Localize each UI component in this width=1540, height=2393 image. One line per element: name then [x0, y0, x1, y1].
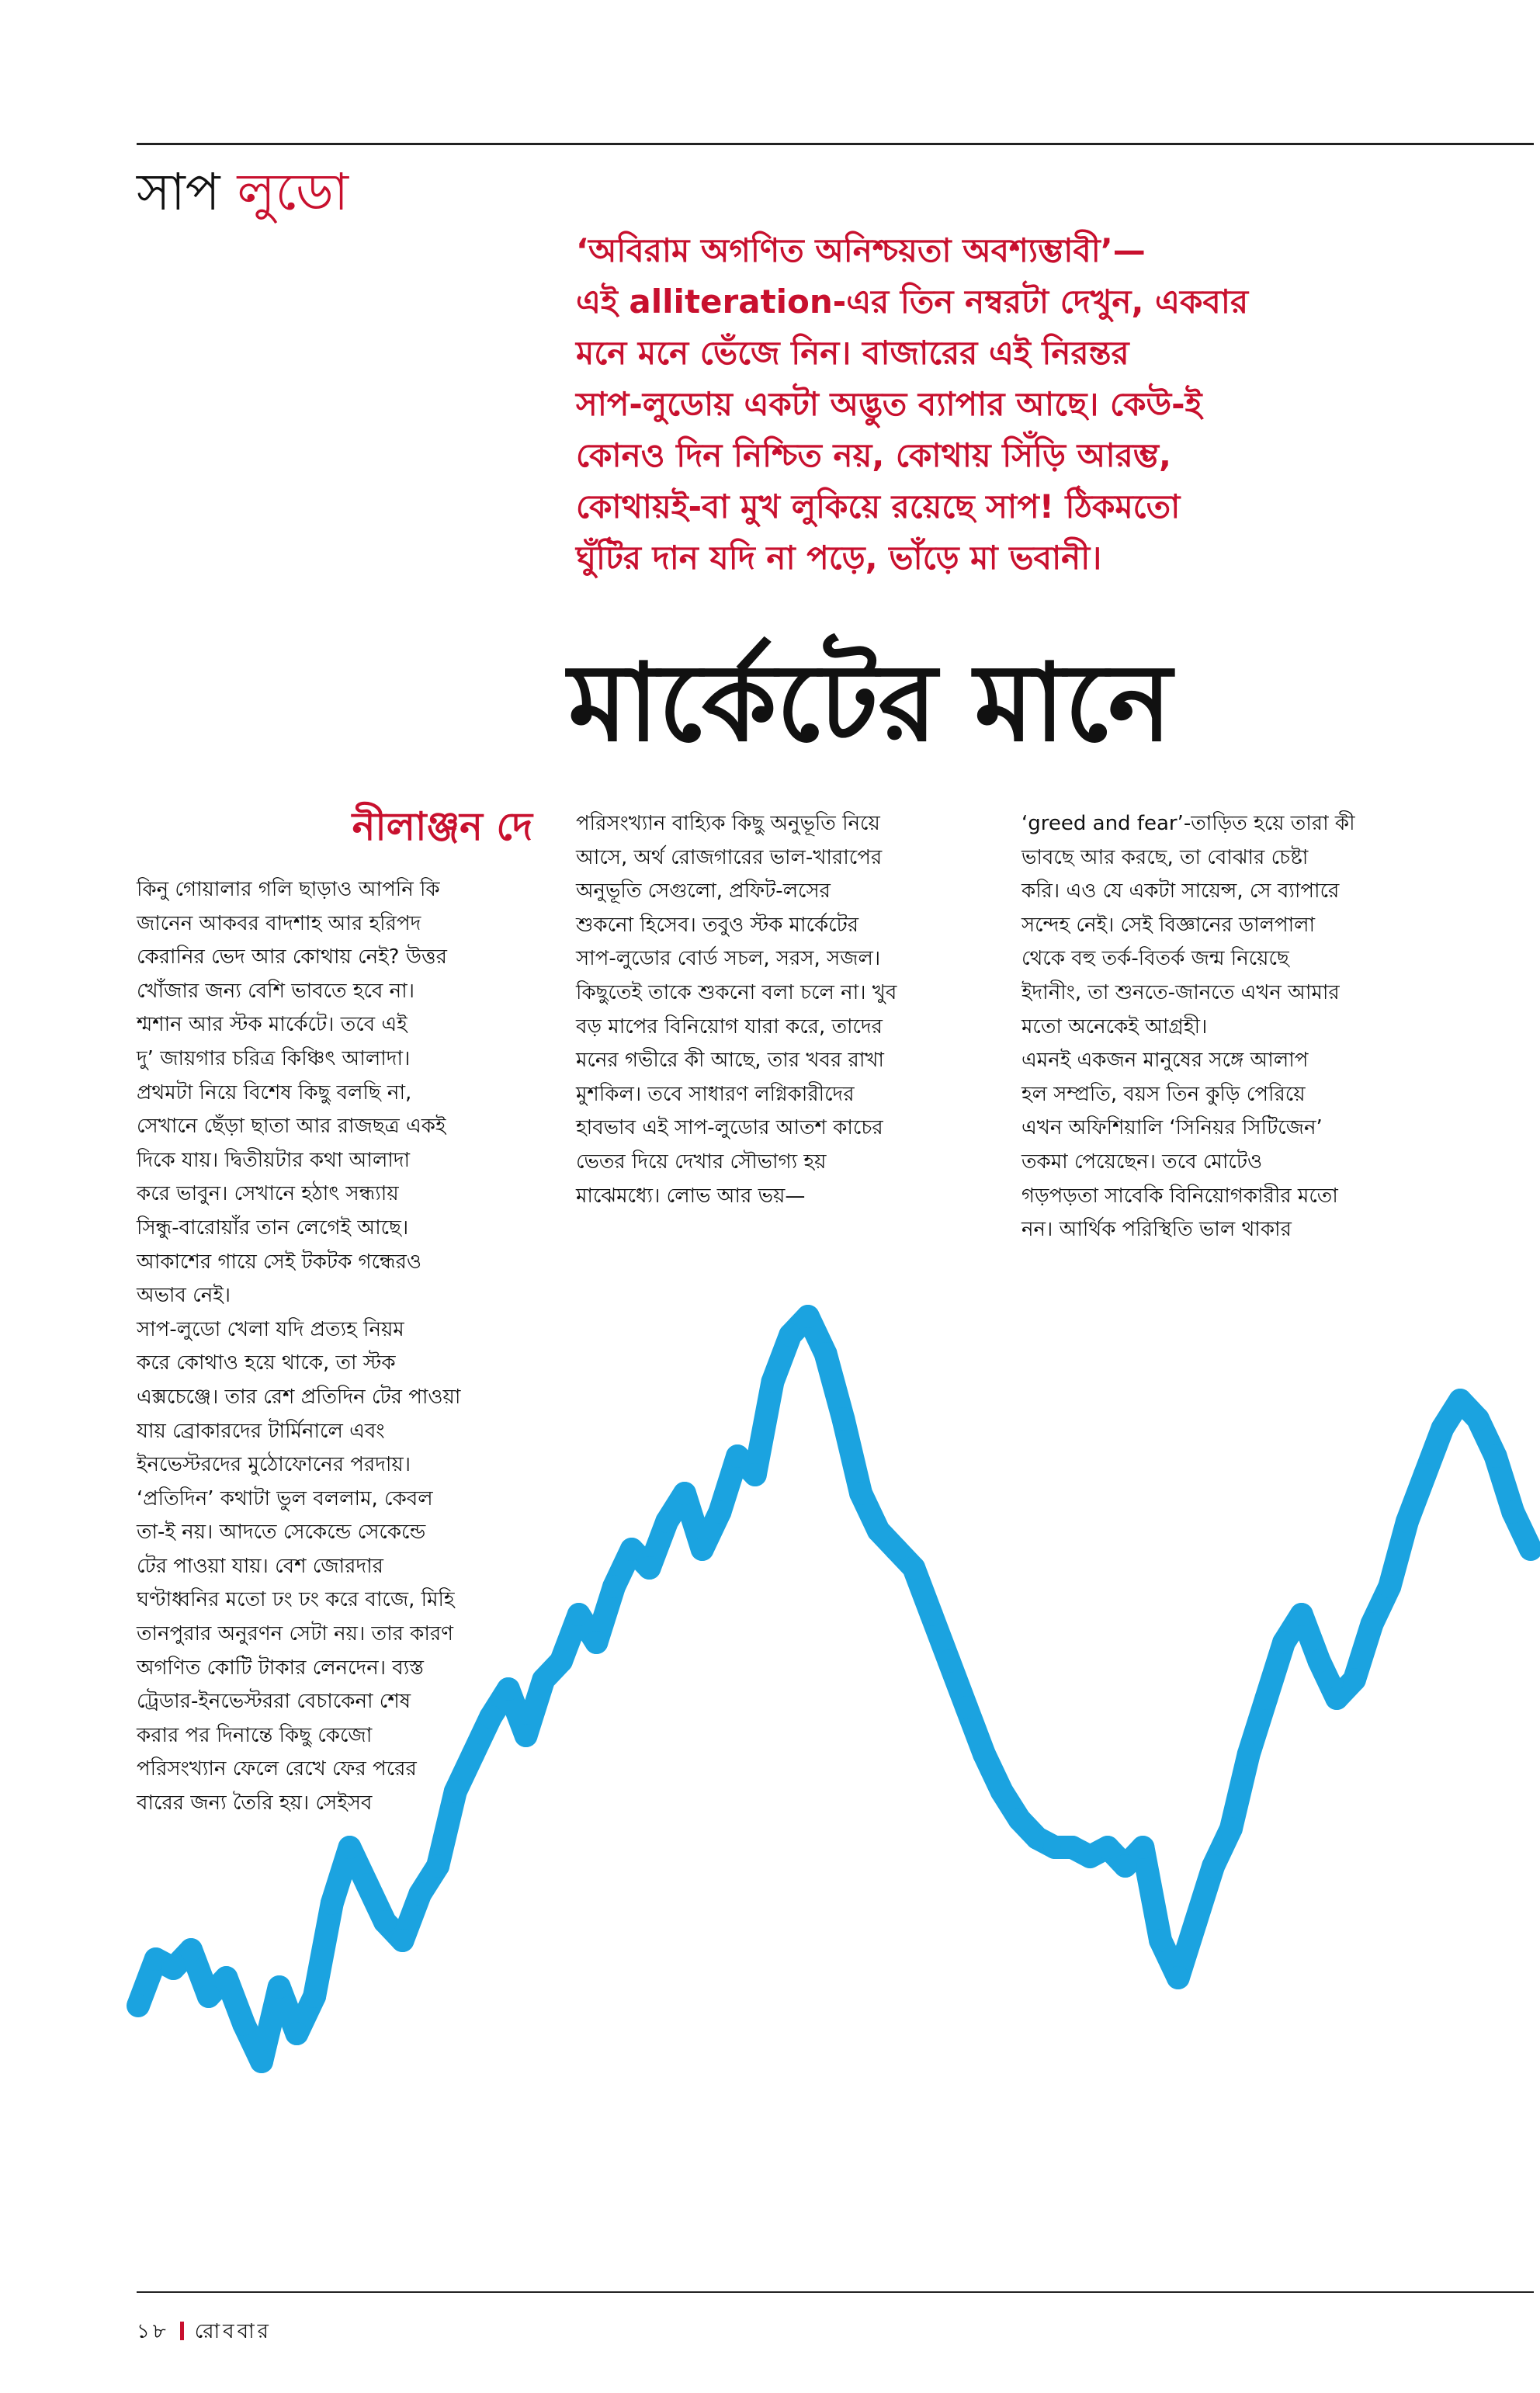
body-text-line: করার পর দিনান্তে কিছু কেজো	[137, 1723, 373, 1747]
chart-point	[779, 1323, 802, 1347]
body-text-line: কিছুতেই তাকে শুকনো বলা চলে না। খুব	[576, 980, 897, 1004]
chart-point	[955, 1696, 978, 1719]
chart-point	[1096, 1836, 1119, 1859]
body-text-line: তকমা পেয়েছেন। তবে মোটেও	[1021, 1150, 1263, 1174]
body-text-line: খোঁজার জন্য বেশি ভাবতে হবে না।	[137, 979, 415, 1003]
body-text-line: শুকনো হিসেব। তবুও স্টক মার্কেটের	[576, 913, 859, 937]
body-text-line: থেকে বহু তর্ক-বিতর্ক জন্ম নিয়েছে	[1021, 947, 1289, 971]
chart-point	[1484, 1444, 1507, 1468]
body-text-line: মতো অনেকেই আগ্রহী।	[1021, 1014, 1208, 1039]
chart-point	[814, 1342, 838, 1365]
body-text-line: অগণিত কোটি টাকার লেনদেন। ব্যস্ত	[137, 1656, 424, 1680]
standfirst	[576, 225, 1352, 584]
chart-point	[1167, 1966, 1190, 1989]
chart-point	[938, 1649, 961, 1673]
chart-point	[215, 1966, 238, 1989]
chart-point	[1202, 1854, 1225, 1878]
byline: নীলাঞ্জন দে	[352, 803, 532, 849]
chart-point	[408, 1882, 432, 1906]
chart-point	[1237, 1743, 1261, 1766]
chart-point	[550, 1649, 573, 1673]
body-text-line: এক্সচেঞ্জে। তার রেশ প্রতিদিন টের পাওয়া	[137, 1385, 461, 1409]
chart-point	[1343, 1668, 1366, 1691]
body-text-line: হল সম্প্রতি, বয়স তিন কুড়ি পেরিয়ে	[1021, 1082, 1306, 1106]
body-text-line: এখন অফিশিয়ালি ‘সিনিয়র সিটিজেন’	[1021, 1116, 1323, 1140]
standfirst-line: মনে মনে ভেঁজে নিন। বাজারের এই নিরন্তর	[576, 334, 1129, 372]
chart-point	[885, 1538, 908, 1561]
chart-point	[867, 1519, 890, 1542]
body-text-line: অনুভূতি সেগুলো, প্রফিট-লসের	[576, 879, 831, 903]
headline: মার্কেটের মানে	[568, 639, 1172, 765]
body-text-line: ভেতর দিয়ে দেখার সৌভাগ্য হয়	[576, 1150, 827, 1174]
chart-point	[1413, 1463, 1437, 1486]
chart-point	[708, 1500, 731, 1524]
bottom-rule	[137, 2291, 1534, 2293]
chart-point	[127, 1994, 150, 2017]
chart-point	[602, 1575, 626, 1598]
body-text-line: ঘণ্টাধ্বনির মতো ঢং ঢং করে বাজে, মিহি	[137, 1588, 455, 1612]
body-text-line: পরিসংখ্যান বাহ্যিক কিছু অনুভূতি নিয়ে	[576, 812, 880, 835]
chart-point	[1184, 1910, 1208, 1933]
body-text-line: প্রথমটা নিয়ে বিশেষ কিছু বলছি না,	[137, 1080, 412, 1105]
body-text-line: বড় মাপের বিনিয়োগ যারা করে, তাদের	[576, 1014, 883, 1039]
chart-point	[391, 1929, 414, 1952]
folio-separator	[180, 2322, 184, 2340]
section-label	[137, 161, 349, 224]
chart-point	[761, 1370, 785, 1393]
chart-point	[1466, 1407, 1490, 1431]
chart-point	[796, 1305, 820, 1328]
standfirst-line: ঘুঁটির দান যদি না পড়ে, ভাঁড়ে মা ভবানী।	[576, 539, 1102, 577]
body-text-line: দু’ জায়গার চরিত্র কিঞ্চিৎ আলাদা।	[137, 1046, 411, 1070]
chart-point	[426, 1854, 449, 1878]
publication-name: রোববার	[194, 2320, 272, 2343]
chart-point	[990, 1780, 1014, 1803]
body-text-line: করে কোথাও হয়ে থাকে, তা স্টক	[137, 1351, 396, 1375]
body-text-line: সিন্ধু-বারোয়াঁর তান লেগেই আছে।	[137, 1216, 409, 1240]
body-text-line: মাঝেমধ্যে। লোভ আর ভয়—	[576, 1184, 806, 1208]
body-text-line: শ্মশান আর স্টক মার্কেটে। তবে এই	[137, 1013, 408, 1037]
chart-point	[673, 1482, 696, 1505]
body-text-line: জানেন আকবর বাদশাহ আর হরিপদ	[137, 911, 421, 935]
standfirst-line: এই alliteration-এর তিন নম্বরটা দেখুন, একবার	[576, 283, 1249, 321]
body-text-line: ইনভেস্টরদের মুঠোফোনের পরদায়।	[137, 1453, 411, 1477]
chart-point	[726, 1444, 749, 1468]
chart-point	[831, 1407, 855, 1431]
chart-point	[338, 1836, 362, 1859]
body-text-line: মনের গভীরে কী আছে, তার খবর রাখা	[576, 1049, 884, 1073]
body-text-line: অভাব নেই।	[137, 1284, 231, 1308]
chart-point	[232, 2013, 255, 2036]
body-column-3	[1021, 807, 1417, 1247]
chart-point	[285, 2022, 308, 2045]
body-text-line: ট্রেডার-ইনভেস্টররা বেচাকেনা শেষ	[137, 1690, 411, 1714]
chart-point	[567, 1603, 591, 1626]
body-text-line: দিকে যায়। দ্বিতীয়টার কথা আলাদা	[137, 1148, 411, 1172]
body-column-2	[576, 807, 972, 1213]
chart-point	[532, 1668, 555, 1691]
section-label-word1: সাপ	[137, 162, 220, 222]
body-text-line: কিনু গোয়ালার গলি ছাড়াও আপনি কি	[137, 878, 440, 901]
chart-point	[849, 1482, 872, 1505]
body-text-line: তানপুরার অনুরণন সেটা নয়। তার কারণ	[137, 1622, 453, 1646]
body-text-line: সাপ-লুডো খেলা যদি প্রত্যহ নিয়ম	[137, 1317, 404, 1341]
body-text-line: ‘প্রতিদিন’ কথাটা ভুল বললাম, কেবল	[137, 1486, 433, 1510]
chart-point	[1325, 1687, 1348, 1710]
chart-point	[1448, 1389, 1472, 1412]
chart-point	[1272, 1631, 1295, 1654]
chart-point	[373, 1910, 397, 1933]
chart-point	[655, 1510, 678, 1533]
body-text-line: নন। আর্থিক পরিস্থিতি ভাল থাকার	[1021, 1218, 1292, 1242]
top-rule	[137, 143, 1534, 145]
body-text-line: বারের জন্য তৈরি হয়। সেইসব	[137, 1791, 373, 1816]
chart-point	[1131, 1836, 1154, 1859]
chart-point	[584, 1631, 608, 1654]
chart-point	[638, 1556, 661, 1580]
body-text-line: তা-ই নয়। আদতে সেকেন্ডে সেকেন্ডে	[137, 1521, 426, 1545]
chart-point	[620, 1538, 643, 1561]
section-label-word2: লুডো	[237, 162, 349, 222]
body-text-line: গড়পড়তা সাবেকি বিনিয়োগকারীর মতো	[1021, 1184, 1338, 1208]
body-text-line: ইদানীং, তা শুনতে-জানতে এখন আমার	[1021, 980, 1340, 1004]
standfirst-line: ‘অবিরাম অগণিত অনিশ্চয়তা অবশ্যম্ভাবী’—	[576, 231, 1146, 269]
body-text-line: আকাশের গায়ে সেই টকটক গন্ধেরও	[137, 1250, 422, 1274]
chart-point	[161, 1957, 185, 1980]
chart-point	[902, 1556, 925, 1580]
chart-point	[321, 1892, 344, 1915]
body-text-line: যায় ব্রোকারদের টার্মিনালে এবং	[137, 1419, 385, 1443]
page-number: ১৮	[137, 2320, 169, 2343]
body-text-line: ‘greed and fear’-তাড়িত হয়ে তারা কী	[1021, 812, 1355, 835]
standfirst-line: সাপ-লুডোয় একটা অদ্ভুত ব্যাপার আছে। কেউ-ই	[576, 385, 1202, 423]
body-text-line: মুশকিল। তবে সাধারণ লগ্নিকারীদের	[576, 1082, 855, 1106]
chart-point	[1501, 1500, 1524, 1524]
chart-point	[1149, 1929, 1172, 1952]
chart-point	[1114, 1854, 1137, 1878]
chart-point	[1254, 1687, 1278, 1710]
chart-point	[303, 1985, 326, 2008]
body-text-line: ভাবছে আর করছে, তা বোঝার চেষ্টা	[1021, 845, 1309, 869]
chart-point	[250, 2050, 273, 2073]
standfirst-line: কোনও দিন নিশ্চিত নয়, কোথায় সিঁড়ি আরম্ভ,	[576, 436, 1171, 474]
chart-point	[197, 1985, 220, 2008]
chart-point	[1008, 1808, 1031, 1831]
chart-point	[691, 1538, 714, 1561]
folio	[137, 2318, 272, 2346]
chart-point	[1378, 1575, 1401, 1598]
chart-point	[1361, 1612, 1384, 1635]
body-text-line: এমনই একজন মানুষের সঙ্গে আলাপ	[1021, 1049, 1309, 1073]
body-text-line: করি। এও যে একটা সায়েন্স, সে ব্যাপারে	[1021, 879, 1340, 903]
chart-point	[1219, 1817, 1243, 1840]
chart-point	[1396, 1510, 1419, 1533]
body-text-line: সাপ-লুডোর বোর্ড সচল, সরস, সজল।	[576, 947, 881, 971]
chart-point	[920, 1603, 943, 1626]
chart-point	[744, 1463, 767, 1486]
body-text-line: আসে, অর্থ রোজগারের ভাল-খারাপের	[576, 845, 883, 869]
chart-point	[973, 1743, 996, 1766]
chart-point	[1290, 1603, 1313, 1626]
body-text-line: সন্দেহ নেই। সেই বিজ্ঞানের ডালপালা	[1021, 913, 1316, 937]
body-text-line: পরিসংখ্যান ফেলে রেখে ফের পরের	[137, 1757, 417, 1781]
standfirst-line: কোথায়ই-বা মুখ লুকিয়ে রয়েছে সাপ! ঠিকমতো	[576, 487, 1181, 525]
chart-point	[356, 1873, 379, 1896]
chart-point	[1308, 1649, 1331, 1673]
body-text-line: হাবভাব এই সাপ-লুডোর আতশ কাচের	[576, 1116, 883, 1140]
body-text-line: টের পাওয়া যায়। বেশ জোরদার	[137, 1554, 383, 1578]
body-text-line: করে ভাবুন। সেখানে হঠাৎ সন্ধ্যায়	[137, 1182, 399, 1206]
chart-point	[268, 1975, 291, 1999]
chart-point	[179, 1938, 203, 1961]
body-text-line: কেরানির ভেদ আর কোথায় নেই? উত্তর	[137, 945, 447, 969]
body-column-1	[137, 873, 532, 1821]
body-text-line: সেখানে ছেঁড়া ছাতা আর রাজছত্র একই	[137, 1115, 446, 1139]
chart-point	[1431, 1417, 1455, 1440]
